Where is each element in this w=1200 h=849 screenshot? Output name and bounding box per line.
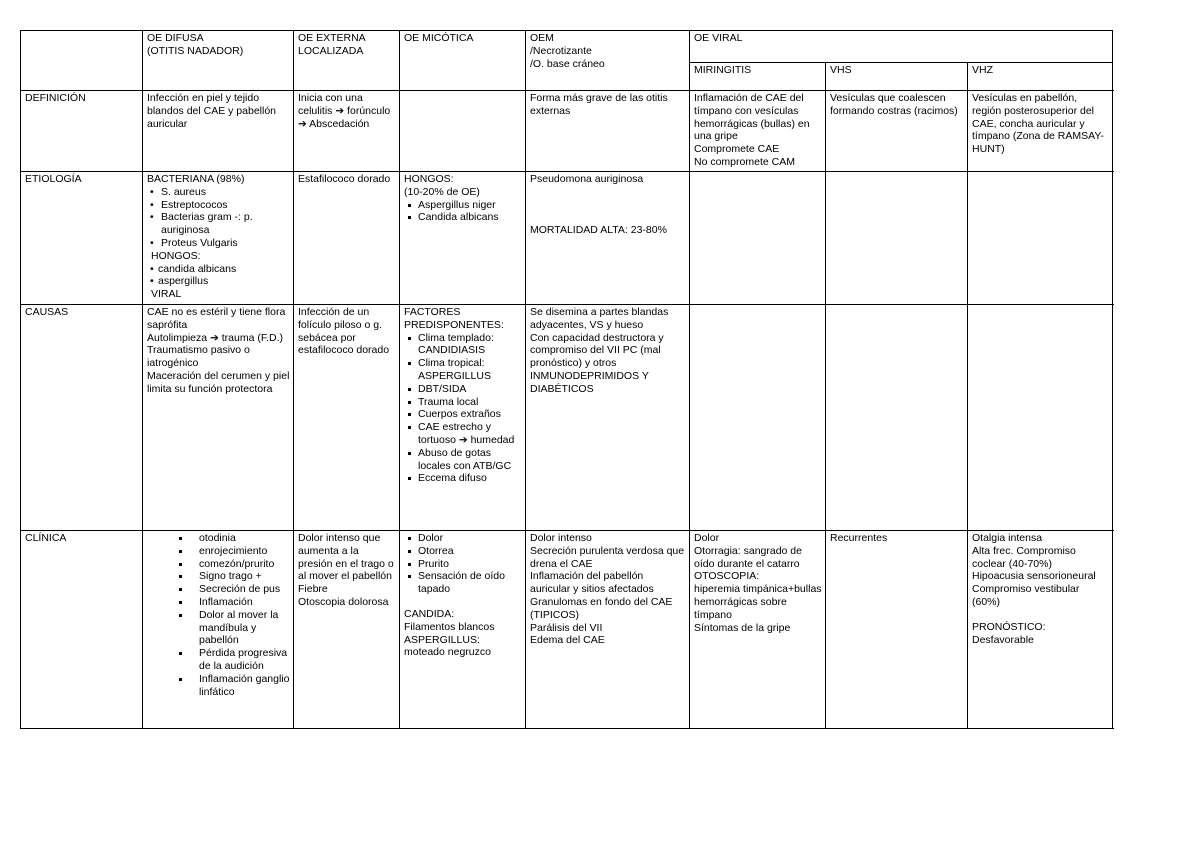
list-item: Otorrea <box>404 545 522 558</box>
list-item: Clima templado: CANDIDIASIS <box>404 332 522 358</box>
header-oem: OEM /Necrotizante /O. base cráneo <box>526 31 690 91</box>
row-label-causas: CAUSAS <box>21 305 143 531</box>
etiologia-localizada: Estafilococo dorado <box>294 172 400 305</box>
etiologia-difusa: BACTERIANA (98%) • S. aureus • Estreptococos • Bacterias gram -: p. auriginosa • Proteus Vulgaris HONGOS: • candida albicans • aspergillus VIRAL <box>143 172 294 305</box>
list-item: Clima tropical: ASPERGILLUS <box>404 357 522 383</box>
header-oe-externa-localizada: OE EXTERNA LOCALIZADA <box>294 31 400 91</box>
row-definicion <box>21 91 1113 172</box>
list-item: Inflamación <box>171 596 290 609</box>
clinica-vhs: Recurrentes <box>826 531 968 729</box>
list-item: Dolor <box>404 532 522 545</box>
definicion-difusa: Infección en piel y tejido blandos del CAE y pabellón auricular <box>143 91 294 172</box>
causas-oem: Se disemina a partes blandas adyacentes, VS y hueso Con capacidad destructora y compromiso del VII PC (mal pronóstico) y otros INMUNODEPRIMIDOS Y DIABÉTICOS <box>526 305 690 531</box>
list-item: Prurito <box>404 558 522 571</box>
causas-vhs <box>826 305 968 531</box>
row-label-definicion: DEFINICIÓN <box>21 91 143 172</box>
clinica-vhz: Otalgia intensa Alta frec. Compromiso coclear (40-70%) Hipoacusia sensorioneural Compromiso vestibular (60%) PRONÓSTICO: Desfavorable <box>968 531 1113 729</box>
clinica-oem: Dolor intenso Secreción purulenta verdosa que drena el CAE Inflamación del pabellón auricular y sitios afectados Granulomas en fondo del CAE (TIPICOS) Parálisis del VII Edema del CAE <box>526 531 690 729</box>
definicion-oem: Forma más grave de las otitis externas <box>526 91 690 172</box>
causas-vhz <box>968 305 1113 531</box>
clinica-micotica: Dolor Otorrea Prurito Sensación de oído tapado CANDIDA: Filamentos blancos ASPERGILLUS: moteado negruzco <box>400 531 526 729</box>
otitis-table <box>20 30 1113 729</box>
list-item: Candida albicans <box>404 211 522 224</box>
clinica-difusa <box>143 531 294 729</box>
definicion-miringitis: Inflamación de CAE del tímpano con vesículas hemorrágicas (bullas) en una gripe Compromete CAE No compromete CAM <box>690 91 826 172</box>
list-item: enrojecimiento <box>171 545 290 558</box>
list-item: Signo trago + <box>171 570 290 583</box>
list-item: otodinia <box>171 532 290 545</box>
causas-difusa: CAE no es estéril y tiene flora saprófita Autolimpieza ➔ trauma (F.D.) Traumatismo pasivo o iatrogénico Maceración del cerumen y piel limita su función protectora <box>143 305 294 531</box>
row-clinica <box>21 531 1113 729</box>
list-item: comezón/prurito <box>171 558 290 571</box>
row-label-etiologia: ETIOLOGÍA <box>21 172 143 305</box>
corner-cell <box>21 31 143 91</box>
header-miringitis: MIRINGITIS <box>690 63 826 91</box>
list-item: • Proteus Vulgaris <box>147 237 290 250</box>
header-vhs: VHS <box>826 63 968 91</box>
causas-miringitis <box>690 305 826 531</box>
clinica-localizada: Dolor intenso que aumenta a la presión en el trago o al mover el pabellón Fiebre Otoscopia dolorosa <box>294 531 400 729</box>
list-item: Cuerpos extraños <box>404 408 522 421</box>
list-item: Pérdida progresiva de la audición <box>171 647 290 673</box>
etiologia-vhs <box>826 172 968 305</box>
etiologia-oem: Pseudomona auriginosa MORTALIDAD ALTA: 23-80% <box>526 172 690 305</box>
header-vhz: VHZ <box>968 63 1113 91</box>
list-item: DBT/SIDA <box>404 383 522 396</box>
definicion-vhz: Vesículas en pabellón, región posterosuperior del CAE, concha auricular y tímpano (Zona de RAMSAY-HUNT) <box>968 91 1113 172</box>
list-item: Inflamación ganglio linfático <box>171 673 290 699</box>
list-item: • Bacterias gram -: p. auriginosa <box>147 211 290 237</box>
etiologia-micotica: HONGOS: (10-20% de OE) Aspergillus niger Candida albicans <box>400 172 526 305</box>
causas-micotica: FACTORES PREDISPONENTES: Clima templado: CANDIDIASIS Clima tropical: ASPERGILLUS DBT/SIDA Trauma local Cuerpos extraños CAE estrecho y tortuoso ➔ humedad Abuso de gotas locales con ATB/GC Eccema difuso <box>400 305 526 531</box>
list-item: Eccema difuso <box>404 472 522 485</box>
etiologia-miringitis <box>690 172 826 305</box>
list-item: • Estreptococos <box>147 199 290 212</box>
row-causas <box>21 305 1113 531</box>
list-item: Dolor al mover la mandíbula y pabellón <box>171 609 290 647</box>
definicion-micotica <box>400 91 526 172</box>
definicion-localizada: Inicia con una celulitis ➔ forúnculo ➔ Abscedación <box>294 91 400 172</box>
header-oe-micotica: OE MICÓTICA <box>400 31 526 91</box>
list-item: • S. aureus <box>147 186 290 199</box>
list-item: • aspergillus <box>147 275 290 288</box>
list-item: • candida albicans <box>147 263 290 276</box>
causas-localizada: Infección de un folículo piloso o g. sebácea por estafilococo dorado <box>294 305 400 531</box>
definicion-vhs: Vesículas que coalescen formando costras (racimos) <box>826 91 968 172</box>
list-item: Sensación de oído tapado <box>404 570 522 596</box>
list-item: CAE estrecho y tortuoso ➔ humedad <box>404 421 522 447</box>
header-oe-difusa: OE DIFUSA (OTITIS NADADOR) <box>143 31 294 91</box>
clinica-miringitis: Dolor Otorragia: sangrado de oído durante el catarro OTOSCOPIA: hiperemia timpánica+bullas hemorrágicas sobre tímpano Síntomas de la gripe <box>690 531 826 729</box>
list-item: Abuso de gotas locales con ATB/GC <box>404 447 522 473</box>
list-item: Secreción de pus <box>171 583 290 596</box>
etiologia-vhz <box>968 172 1113 305</box>
header-oe-viral: OE VIRAL <box>690 31 1113 63</box>
list-item: Aspergillus niger <box>404 199 522 212</box>
row-etiologia <box>21 172 1113 305</box>
row-label-clinica: CLÍNICA <box>21 531 143 729</box>
list-item: Trauma local <box>404 396 522 409</box>
